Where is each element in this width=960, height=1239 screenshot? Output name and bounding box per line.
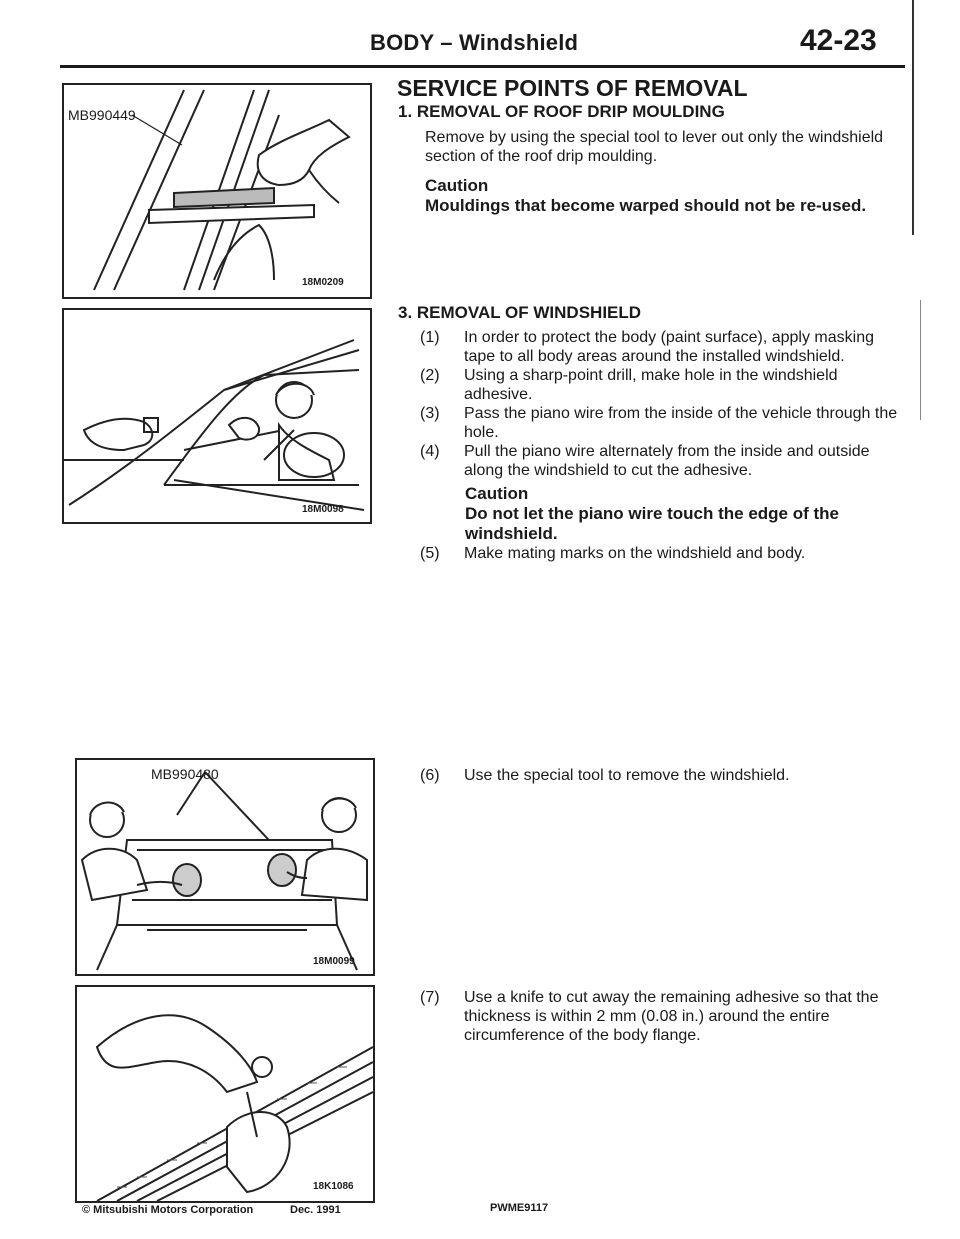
footer-date: Dec. 1991: [290, 1204, 341, 1216]
page-number: 42-23: [800, 24, 877, 57]
item3-step-2: [420, 366, 902, 404]
step-number: (4): [420, 443, 440, 460]
item3-caution-text: Do not let the piano wire touch the edge of the windshield.: [465, 504, 839, 543]
item3-step-6: [420, 766, 902, 785]
step-number: (7): [420, 989, 440, 1006]
binding-edge-line-lower: [920, 300, 921, 420]
item3-step-1: [420, 328, 902, 366]
item1-text: Remove by using the special tool to lever out only the windshield section of the roof drip moulding.: [425, 129, 884, 165]
figure-windshield-lift: [75, 758, 375, 976]
item3-caution-title: Caution: [465, 484, 529, 503]
item3-heading: 3. REMOVAL OF WINDSHIELD: [398, 303, 642, 322]
fig2-code: 18M0098: [302, 504, 344, 515]
step-number: (1): [420, 329, 440, 346]
item3-step-4: [420, 442, 902, 480]
step-number: (3): [420, 405, 440, 422]
step-number: (2): [420, 367, 440, 384]
item1-heading: 1. REMOVAL OF ROOF DRIP MOULDING: [398, 102, 725, 121]
step-number: (5): [420, 545, 440, 562]
page-title: BODY – Windshield: [370, 30, 579, 55]
figure-roof-drip-moulding: [62, 83, 372, 299]
step-text: Use the special tool to remove the windshield.: [464, 767, 790, 784]
item3-step-3: [420, 404, 902, 442]
step-text: Pull the piano wire alternately from the inside and outside along the windshield to cut the adhesive.: [464, 443, 870, 479]
step-text: Make mating marks on the windshield and body.: [464, 545, 806, 562]
knife-adhesive-illustration: [77, 987, 373, 1201]
fig1-code: 18M0209: [302, 277, 344, 288]
figure-knife-adhesive: [75, 985, 375, 1203]
fig4-code: 18K1086: [313, 1181, 354, 1192]
piano-wire-illustration: [64, 310, 370, 522]
item3-step-5: [420, 544, 902, 563]
footer-code: PWME9117: [490, 1202, 549, 1214]
item1-caution-text: Mouldings that become warped should not be re-used.: [425, 196, 867, 215]
section-title: SERVICE POINTS OF REMOVAL: [397, 75, 748, 101]
step-number: (6): [420, 767, 440, 784]
item1-caution-title: Caution: [425, 176, 489, 195]
step-text: Using a sharp-point drill, make hole in the windshield adhesive.: [464, 367, 838, 403]
fig1-tool-label: MB990449: [68, 107, 136, 123]
windshield-lift-illustration: [77, 760, 373, 974]
fig3-tool-label: MB990480: [151, 766, 219, 782]
step-text: In order to protect the body (paint surface), apply masking tape to all body areas around the installed windshield.: [464, 329, 874, 365]
figure-piano-wire: [62, 308, 372, 524]
step-text: Pass the piano wire from the inside of the vehicle through the hole.: [464, 405, 898, 441]
step-text: Use a knife to cut away the remaining adhesive so that the thickness is within 2 mm (0.08 in.) around the entire circumference of the body flange.: [464, 989, 879, 1044]
fig3-code: 18M0099: [313, 956, 355, 967]
footer-copyright: © Mitsubishi Motors Corporation: [82, 1204, 254, 1216]
header-rule: [60, 65, 905, 68]
item3-step-7: [420, 988, 902, 1045]
